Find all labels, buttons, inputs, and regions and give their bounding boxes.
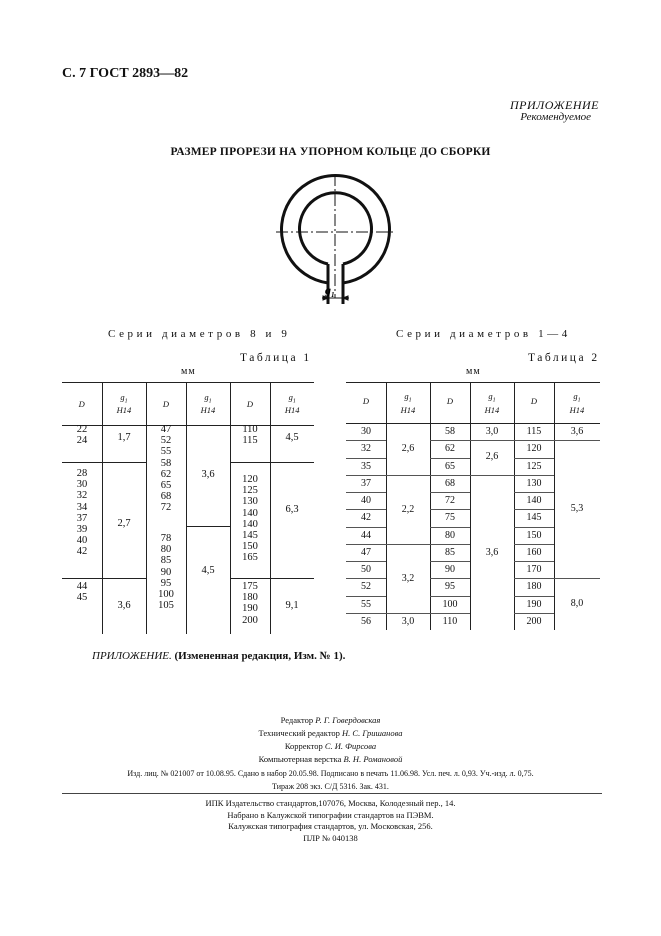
credit-layout: Компьютерная верстка В. Н. Романовой (258, 754, 403, 764)
t2-gvalue: 3,6 (485, 546, 499, 558)
t2-cell-d2: 68 (430, 475, 470, 493)
t2-cell-d2: 100 (430, 596, 470, 614)
t1-c2-g2: 78 80 85 90 95 100 105 (158, 533, 174, 612)
t1-h-g3: $g_1$ H14 (270, 383, 314, 426)
t2-cell-d2: 72 (430, 492, 470, 510)
t2-cell-d1: 52 (346, 578, 386, 596)
t1-c3-g3: 175 180 190 200 (242, 581, 258, 626)
t2-cell-d1: 56 (361, 615, 371, 627)
t2-gvalue: 2,6 (470, 440, 514, 476)
t2-cell-d3: 120 (514, 440, 554, 458)
t1-c1-v2: 2,7 (117, 518, 131, 529)
t1-c3-v2: 6,3 (285, 504, 299, 515)
table1-header-row (62, 383, 314, 426)
t2-h-d2: D (446, 396, 454, 406)
t2-cell-d1: 37 (346, 475, 386, 493)
credit-tech-editor: Технический редактор Н. С. Гришанова (258, 728, 403, 738)
t1-c3-v1: 4,5 (285, 432, 299, 443)
t2-cell-d2: 75 (430, 509, 470, 527)
t2-cell-d3: 180 (514, 578, 554, 596)
appendix-status: Рекомендуемое (520, 111, 591, 123)
t2-h-d3: D (530, 396, 538, 406)
t1-c1-g1: 22 24 (76, 424, 88, 447)
t2-cell-d1: 30 (346, 423, 386, 441)
t2-gvalue: 2,2 (386, 475, 430, 545)
t2-gvalue: 3,2 (386, 544, 430, 614)
t2-cell-d3: 125 (514, 458, 554, 476)
dimension-label: $g_1$ (325, 283, 335, 299)
t1-c2-v2: 4,5 (201, 565, 215, 576)
credit-editor: Редактор Р. Г. Говердовская (280, 715, 381, 725)
t2-gvalue: 3,6 (554, 423, 600, 441)
t2-h-d1: D (362, 396, 370, 406)
t2-cell-d2: 65 (430, 458, 470, 476)
t2-cell-d3: 140 (514, 492, 554, 510)
t2-cell-d2: 58 (430, 423, 470, 441)
t2-gvalue: 5,3 (554, 440, 600, 579)
t2-cell-d3: 145 (514, 509, 554, 527)
section-title: РАЗМЕР ПРОРЕЗИ НА УПОРНОМ КОЛЬЦЕ ДО СБОРКИ (170, 146, 491, 158)
t1-h-d1: D (78, 398, 85, 409)
imprint-line-2: Набрано в Калужской типографии стандартов на ПЭВМ. (227, 809, 434, 820)
t1-c1-g3: 44 45 (76, 581, 88, 604)
t1-c1-v3: 3,6 (117, 600, 131, 611)
publish-line-1: Изд. лиц. № 021007 от 10.08.95. Сдано в набор 20.05.98. Подписано в печать 11.06.98. Усл. печ. л. 0,93. Уч.-изд. л. 0,75. (127, 769, 534, 778)
publish-info (0, 767, 661, 793)
t2-cell-d2: 62 (430, 440, 470, 458)
t1-h-d3: D (230, 383, 270, 426)
t1-h-d2: D (146, 383, 186, 426)
t2-cell-d3: 115 (514, 423, 554, 441)
publish-line-2: Тираж 208 экз. С/Д 5316. Зак. 431. (272, 782, 389, 791)
t2-cell-d3: 190 (514, 596, 554, 614)
t2-cell-d1: 42 (346, 509, 386, 527)
table2-caption: Таблица 2 (528, 352, 600, 364)
ring-drawing (270, 170, 400, 315)
t1-c3-g2: 120 125 130 140 140 145 150 165 (242, 474, 258, 564)
divider (62, 793, 602, 794)
t1-c2-g1: 47 52 55 58 62 65 68 72 (160, 424, 172, 514)
credit-corrector: Корректор С. И. Фирсова (284, 741, 377, 751)
imprint (0, 798, 661, 844)
t2-cell-d1: 47 (346, 544, 386, 562)
t2-gvalue: 8,0 (570, 598, 584, 610)
t2-cell-d2: 90 (430, 561, 470, 579)
t2-cell-d3: 170 (514, 561, 554, 579)
t2-cell-d3: 130 (514, 475, 554, 493)
table1-unit: мм (181, 366, 196, 377)
t2-cell-d2: 85 (430, 544, 470, 562)
amendment-note: ПРИЛОЖЕНИЕ. (Измененная редакция, Изм. № 1). (92, 650, 346, 662)
table1-caption: Таблица 1 (240, 352, 312, 364)
imprint-line-4: ПЛР № 040138 (303, 832, 358, 843)
t2-cell-d1: 35 (346, 458, 386, 476)
t2-gvalue: 2,6 (386, 423, 430, 476)
imprint-line-1: ИПК Издательство стандартов,107076, Москва, Колодезный пер., 14. (205, 798, 456, 808)
table2 (346, 382, 600, 630)
t2-cell-d3: 200 (526, 615, 542, 627)
appendix-label: ПРИЛОЖЕНИЕ (510, 98, 599, 112)
imprint-line-3: Калужская типография стандартов, ул. Московская, 256. (228, 821, 433, 831)
t2-cell-d1: 55 (346, 596, 386, 614)
t2-cell-d2: 95 (430, 578, 470, 596)
t2-cell-d3: 150 (514, 527, 554, 545)
t1-c3-g1: 110 115 (242, 424, 258, 447)
t2-h-g2: $g_1$ H14 (484, 391, 500, 415)
t2-h-g3: $g_1$ H14 (569, 391, 585, 415)
table2-body (346, 423, 600, 630)
t2-cell-d2: 80 (430, 527, 470, 545)
t2-cell-d1: 50 (346, 561, 386, 579)
t1-c3-v3: 9,1 (285, 600, 299, 611)
t2-cell-d1: 40 (346, 492, 386, 510)
t1-c1-g2: 28 30 32 34 37 39 40 42 (76, 468, 88, 558)
credits (0, 714, 661, 766)
table2-unit: мм (466, 366, 481, 377)
t1-h-g1: $g_1$ H14 (102, 383, 146, 426)
t2-cell-d1: 32 (346, 440, 386, 458)
table1 (62, 382, 314, 426)
t2-h-g1: $g_1$ H14 (400, 391, 416, 415)
table1-series: Серии диаметров 8 и 9 (108, 328, 291, 340)
t1-c1-v1: 1,7 (117, 432, 131, 443)
table1-body (62, 424, 314, 634)
t2-cell-d2: 110 (442, 615, 458, 627)
t2-cell-d3: 160 (514, 544, 554, 562)
table2-series: Серии диаметров 1—4 (396, 328, 571, 340)
t1-c2-v1: 3,6 (201, 469, 215, 480)
t1-h-g2: $g_1$ H14 (186, 383, 230, 426)
page-header: С. 7 ГОСТ 2893—82 (62, 66, 189, 81)
t2-gvalue: 3,0 (470, 423, 514, 441)
t2-cell-d1: 44 (346, 527, 386, 545)
t2-gvalue: 3,0 (401, 615, 415, 627)
